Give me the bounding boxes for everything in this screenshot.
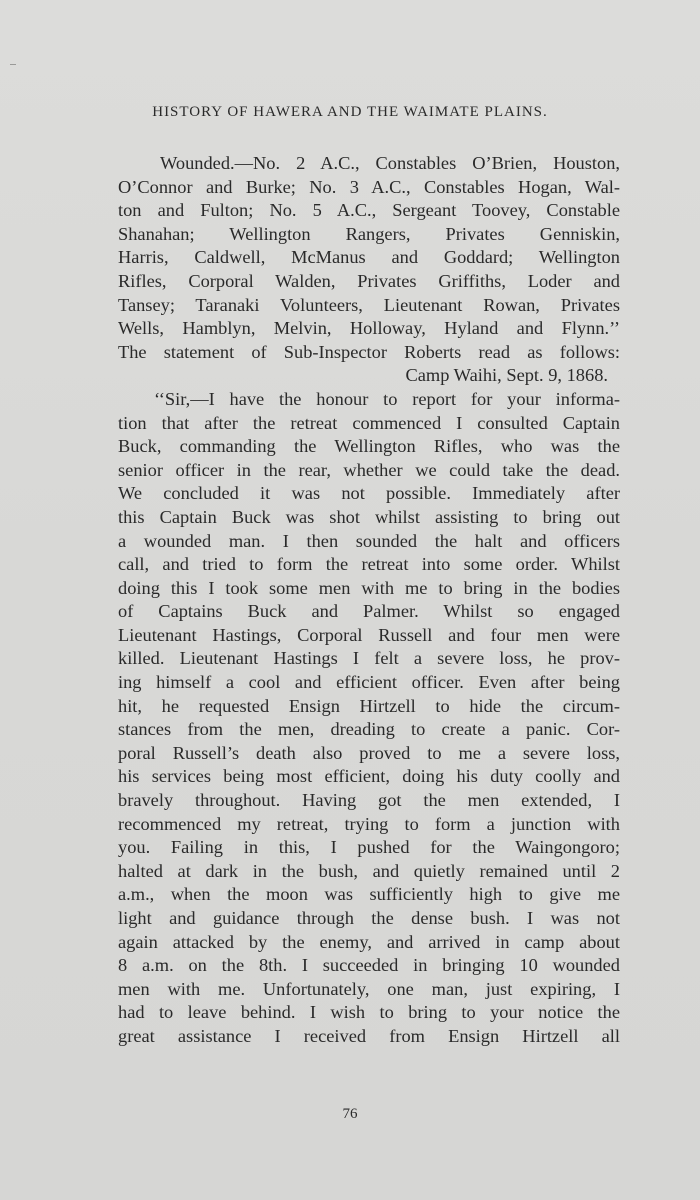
text-line: this Captain Buck was shot whilst assisting to bring out bbox=[118, 506, 620, 527]
page-number: 76 bbox=[342, 1106, 358, 1122]
body-text bbox=[118, 152, 620, 1049]
running-head: HISTORY OF HAWERA AND THE WAIMATE PLAINS. bbox=[152, 104, 548, 120]
text-line: Camp Waihi, Sept. 9, 1868. bbox=[405, 365, 608, 386]
text-line: 8 a.m. on the 8th. I succeeded in bringing 10 wounded bbox=[118, 955, 620, 976]
text-line: bravely throughout. Having got the men extended, I bbox=[118, 790, 620, 811]
text-line: Lieutenant Hastings, Corporal Russell and four men were bbox=[118, 624, 620, 645]
text-line: a.m., when the moon was sufficiently high to give me bbox=[118, 884, 620, 905]
text-line: poral Russell’s death also proved to me a severe loss, bbox=[118, 742, 620, 763]
text-line: The statement of Sub-Inspector Roberts read as follows: bbox=[118, 341, 620, 362]
text-line: ing himself a cool and efficient officer. Even after being bbox=[118, 672, 620, 693]
text-line: halted at dark in the bush, and quietly remained until 2 bbox=[118, 860, 620, 881]
text-line: again attacked by the enemy, and arrived in camp about bbox=[118, 931, 620, 952]
text-line: Buck, commanding the Wellington Rifles, who was the bbox=[118, 436, 620, 457]
text-line: call, and tried to form the retreat into some order. Whilst bbox=[118, 554, 620, 575]
text-line: recommenced my retreat, trying to form a junction with bbox=[118, 813, 620, 834]
text-line: Wounded.—No. 2 A.C., Constables O’Brien, Houston, bbox=[160, 153, 620, 173]
text-line: Wells, Hamblyn, Melvin, Holloway, Hyland and Flynn.’’ bbox=[118, 318, 620, 339]
page-edge-mark bbox=[10, 64, 16, 65]
text-line: had to leave behind. I wish to bring to your notice the bbox=[118, 1002, 620, 1023]
text-line: O’Connor and Burke; No. 3 A.C., Constables Hogan, Wal- bbox=[118, 176, 620, 197]
text-line: great assistance I received from Ensign Hirtzell all bbox=[118, 1025, 620, 1046]
text-line: hit, he requested Ensign Hirtzell to hide the circum- bbox=[118, 695, 620, 716]
text-line: We concluded it was not possible. Immediately after bbox=[118, 483, 620, 504]
text-line: Shanahan; Wellington Rangers, Privates Genniskin, bbox=[118, 223, 620, 244]
text-line: Harris, Caldwell, McManus and Goddard; Wellington bbox=[118, 247, 620, 268]
text-line: Rifles, Corporal Walden, Privates Griffiths, Loder and bbox=[118, 270, 620, 291]
text-line: killed. Lieutenant Hastings I felt a severe loss, he prov- bbox=[118, 648, 620, 669]
text-line: of Captains Buck and Palmer. Whilst so engaged bbox=[118, 601, 620, 622]
text-line: stances from the men, dreading to create a panic. Cor- bbox=[118, 719, 620, 740]
text-line: senior officer in the rear, whether we could take the dead. bbox=[118, 459, 620, 480]
text-line: his services being most efficient, doing his duty coolly and bbox=[118, 766, 620, 787]
text-line: tion that after the retreat commenced I consulted Captain bbox=[118, 412, 620, 433]
text-line: light and guidance through the dense bush. I was not bbox=[118, 908, 620, 928]
text-line: a wounded man. I then sounded the halt and officers bbox=[118, 530, 620, 551]
text-line: doing this I took some men with me to bring in the bodies bbox=[118, 577, 620, 598]
text-line: men with me. Unfortunately, one man, just expiring, I bbox=[118, 978, 620, 999]
text-line: Tansey; Taranaki Volunteers, Lieutenant Rowan, Privates bbox=[118, 294, 620, 315]
text-line: ton and Fulton; No. 5 A.C., Sergeant Toovey, Constable bbox=[118, 200, 620, 221]
text-line: you. Failing in this, I pushed for the Waingongoro; bbox=[118, 837, 620, 858]
text-line: ‘‘Sir,—I have the honour to report for your informa- bbox=[154, 388, 620, 409]
